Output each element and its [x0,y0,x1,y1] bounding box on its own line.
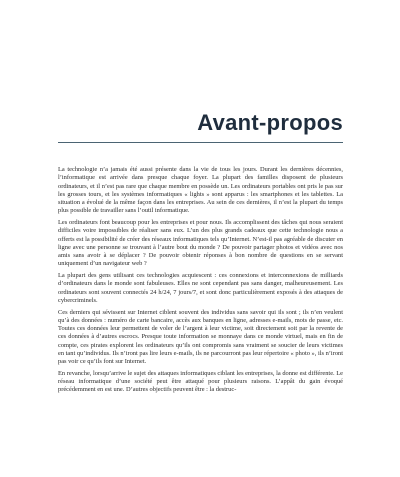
paragraph: Les ordinateurs font beaucoup pour les entreprises et pour nous. Ils accomplissent des tâches qui nous seraient difficiles voire impossibles de réaliser sans eux. L’un des plus grands cadeaux que cette technologie nous a offerts est la possibilité de créer des réseaux informatiques tels qu’Internet. N’est-il pas agréable de discuter en ligne avec une personne se trouvant à l’autre bout du monde ? De pouvoir partager photos et vidéos avec nos amis sans avoir à se déplacer ? De pouvoir obtenir réponses à bon nombre de questions en se servant uniquement d’un navigateur web ? [58,219,343,268]
paragraph: En revanche, lorsqu’arrive le sujet des attaques informatiques ciblant les entreprises, la donne est différente. Le réseau informatique d’une société peut être attaqué pour plusieurs raisons. L’appât du gain évoqué précédemment en est une. D’autres objectifs peuvent être : la destruc- [58,369,343,394]
body-text [58,166,343,398]
paragraph: Ces derniers qui sévissent sur Internet ciblent souvent des individus sans savoir qui ils sont ; ils n’en veulent qu’à des données : numéro de carte bancaire, accès aux banques en ligne, adresses e-mails, mots de passe, etc. Toutes ces données leur permettent de voler de l’argent à leur victime, soit directement soit par la revente de ces données à d’autres escrocs. Presque toute information se monnaye dans ce monde virtuel, mais en fin de compte, ces pirates explorent les ordinateurs qu’ils ont compromis sans vraiment se soucier de leurs victimes en tant qu’individus. Ils n’iront pas lire leurs e-mails, ils ne parcourront pas leur répertoire « photo », ils n’iront pas voir ce qu’ils font sur Internet. [58,308,343,365]
paragraph: La technologie n’a jamais été aussi présente dans la vie de tous les jours. Durant les dernières décennies, l’informatique est arrivée dans presque chaque foyer. La plupart des familles disposent de plusieurs ordinateurs, et il n’est pas rare que chaque membre en possède un. Les ordinateurs portables ont pris le pas sur les grosses tours, et les systèmes informatiques « lights » sont apparus : les smartphones et les tablettes. La situation a évolué de la même façon dans les entreprises. Au sein de ces dernières, il n’est la plupart du temps plus possible de travailler sans l’outil informatique. [58,166,343,215]
paragraph: La plupart des gens utilisant ces technologies acquiescent : ces connexions et interconnexions de milliards d’ordinateurs dans le monde sont fabuleuses. Elles ne sont cependant pas sans danger, malheureusement. Les ordinateurs sont souvent connectés 24 h/24, 7 jours/7, et sont donc particulièrement exposés à des attaques de cybercriminels. [58,272,343,304]
title-divider [58,142,343,143]
page-title: Avant-propos [197,110,343,135]
